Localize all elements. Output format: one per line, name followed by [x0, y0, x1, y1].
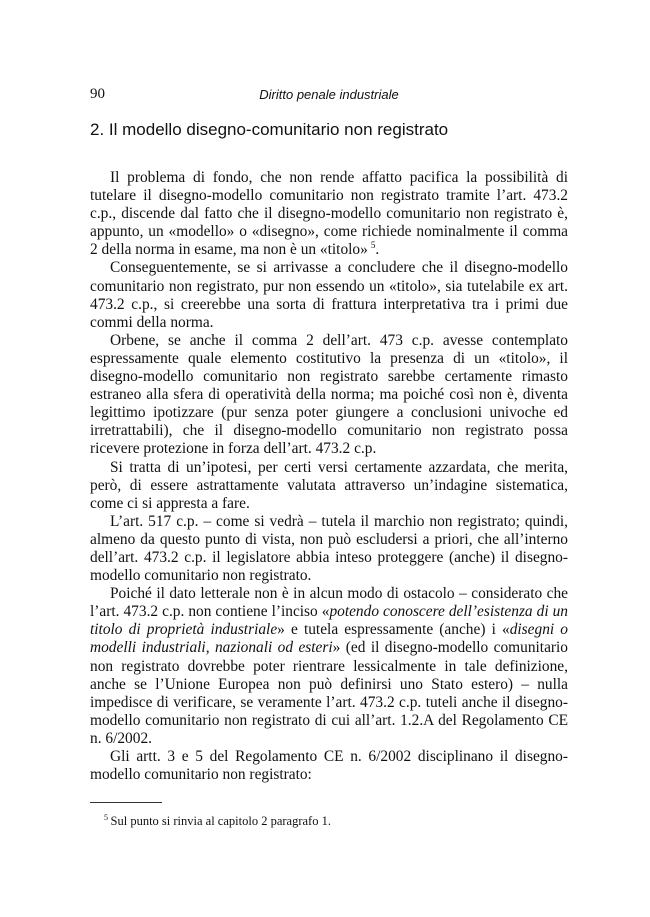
- paragraph: Conseguentemente, se si arrivasse a concludere che il disegno-modello comunitario non registrato, pur non essendo un «titolo», sia tutelabile ex art. 473.2 c.p., si creerebbe una sorta di frattura interpretativa tra i primi due commi della norma.: [90, 259, 568, 331]
- paragraph: Orbene, se anche il comma 2 dell’art. 473 c.p. avesse contemplato espressamente quale elemento costitutivo la presenza di un «titolo», il disegno-modello comunitario non registrato sarebbe certamente rimasto estraneo alla sfera di operatività della norma; ma poiché così non è, diventa legittimo ipotizzare (pur senza poter giungere a conclusioni univoche ed irretrattabili), che il disegno-modello comunitario non registrato possa ricevere protezione in forza dell’art. 473.2 c.p.: [90, 331, 568, 458]
- paragraph-text: » (ed il disegno-modello comunitario non registrato dovrebbe poter rientrare lessicalmente in tale definizione, anche se l’Unione Europea non può definirsi uno Stato estero) – nulla impedisce di verificare, se veramente l’art. 473.2 c.p. tuteli anche il disegno-modello comunitario non registrato di cui all’art. 1.2.A del Regolamento CE n. 6/2002.: [90, 639, 568, 747]
- running-title: Diritto penale industriale: [259, 87, 399, 102]
- footnote-number: 5: [104, 812, 108, 822]
- body-text: [90, 169, 568, 784]
- paragraph: Si tratta di un’ipotesi, per certi versi certamente azzardata, che merita, però, di essere astrattamente valutata attraverso un’indagine sistematica, come ci si appresta a fare.: [90, 458, 568, 512]
- section-title: 2. Il modello disegno-comunitario non registrato: [90, 120, 449, 139]
- italic-quote: disegni o modelli industriali, nazionali od esteri: [90, 621, 568, 657]
- paragraph-text: » e tutela espressamente (anche) i «: [277, 621, 510, 639]
- paragraph-text: Poiché il dato letterale non è in alcun modo di ostacolo – considerato che l’art. 473.2 c.p. non contiene l’inciso «: [90, 585, 568, 621]
- page-number: 90: [90, 86, 105, 102]
- paragraph: Gli artt. 3 e 5 del Regolamento CE n. 6/2002 disciplinano il disegno-modello comunitario non registrato:: [90, 748, 568, 784]
- footnote-divider: [90, 802, 162, 803]
- paragraph-text: .: [375, 241, 380, 259]
- footnote-reference[interactable]: 5: [370, 240, 376, 251]
- page-header: [90, 86, 568, 106]
- footnote-text: Sul punto si rinvia al capitolo 2 paragrafo 1.: [110, 814, 331, 828]
- paragraph-text: Il problema di fondo, che non rende affatto pacifica la possibilità di tutelare il disegno-modello comunitario non registrato tramite l’art. 473.2 c.p., discende dal fatto che il disegno-modello comunitario non registrato è, appunto, un «modello» o «disegno», come richiede nominalmente il comma 2 della norma in esame, ma non è un «titolo»: [90, 169, 568, 259]
- paragraph: [90, 585, 568, 748]
- paragraph: [90, 169, 568, 259]
- paragraph: L’art. 517 c.p. – come si vedrà – tutela il marchio non registrato; quindi, almeno da questo punto di vista, non può escludersi a priori, che all’interno dell’art. 473.2 c.p. il legislatore abbia inteso proteggere (anche) il disegno-modello comunitario non registrato.: [90, 512, 568, 585]
- footnote: [104, 814, 568, 829]
- italic-quote: potendo conoscere dell’esistenza di un titolo di proprietà industriale: [90, 603, 568, 639]
